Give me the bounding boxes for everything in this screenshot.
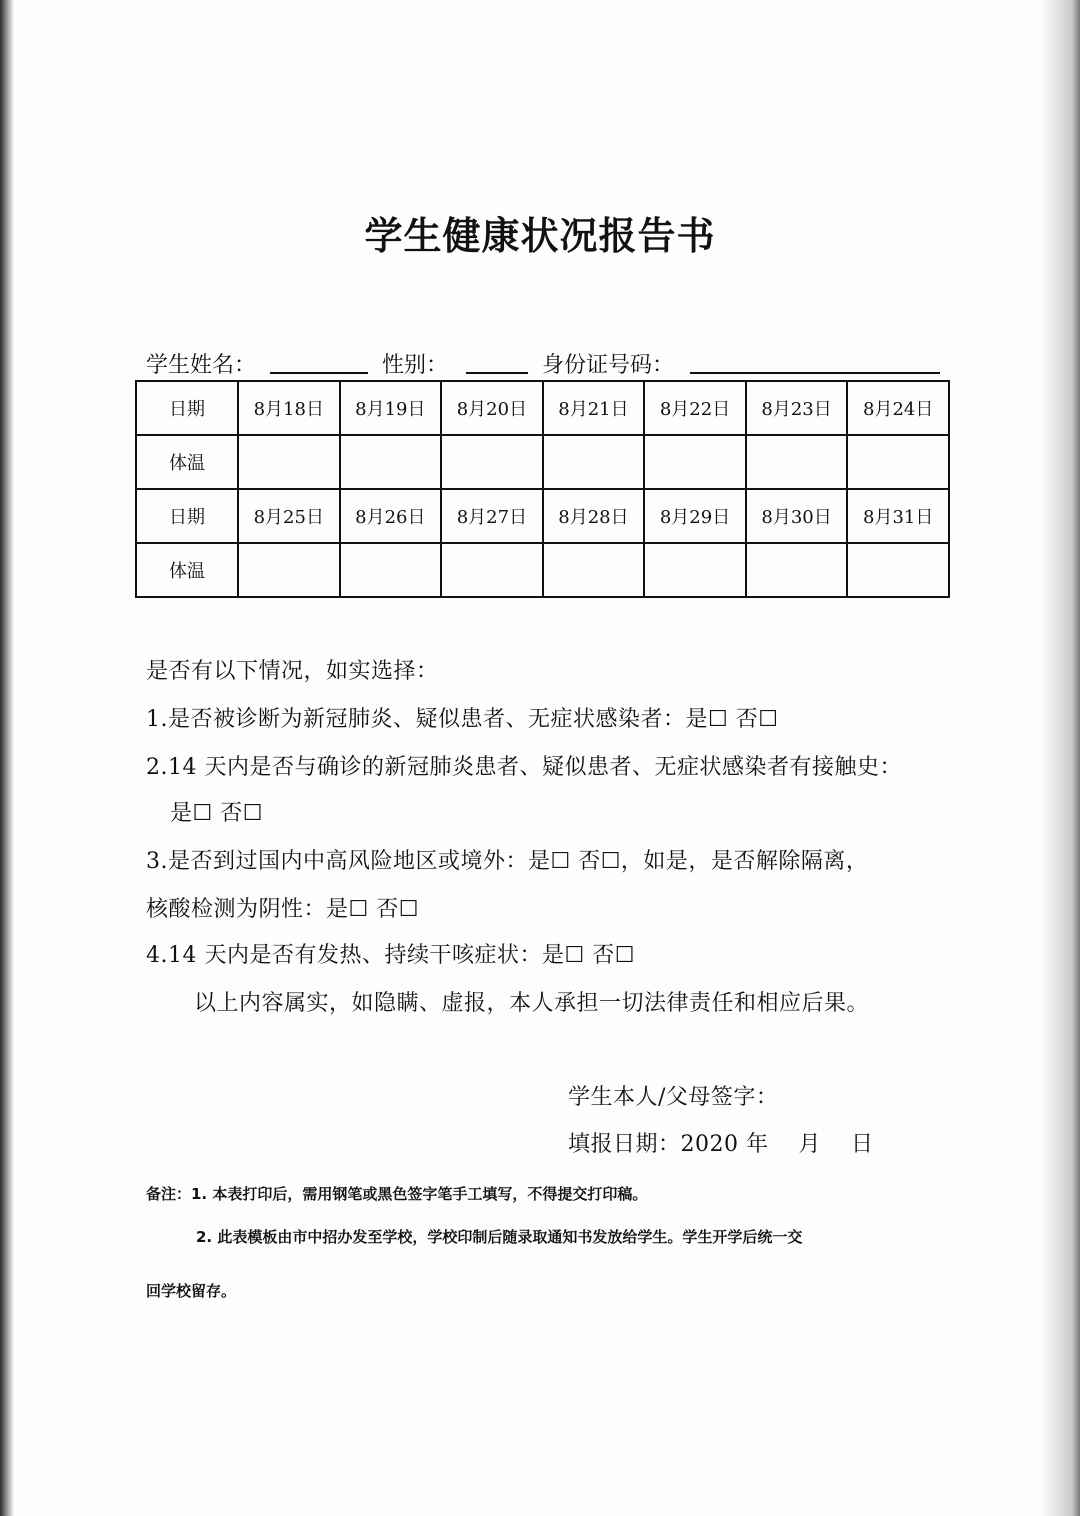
document-title: 学生健康状况报告书 [364, 214, 716, 258]
table-row [136, 489, 949, 543]
fill-date-label: 填报日期：2020 年 月 日 [568, 1132, 874, 1157]
table-row [136, 381, 949, 435]
id-number-blank[interactable] [690, 372, 940, 374]
date-header-cell: 日期 [136, 381, 238, 435]
gender-blank[interactable] [466, 372, 528, 374]
date-header-cell: 日期 [136, 489, 238, 543]
temperature-cell[interactable] [644, 435, 746, 489]
temperature-cell[interactable] [238, 435, 340, 489]
date-cell: 8月29日 [644, 489, 746, 543]
table-row [136, 543, 949, 597]
date-cell: 8月25日 [238, 489, 340, 543]
temperature-cell[interactable] [746, 435, 848, 489]
date-cell: 8月19日 [340, 381, 442, 435]
question-1: 1.是否被诊断为新冠肺炎、疑似患者、无症状感染者：是☐ 否☐ [146, 707, 779, 732]
date-cell: 8月28日 [543, 489, 645, 543]
question-2-answer: 是☐ 否☐ [170, 801, 263, 826]
temperature-cell[interactable] [543, 435, 645, 489]
temperature-cell[interactable] [543, 543, 645, 597]
temperature-cell[interactable] [340, 543, 442, 597]
date-cell: 8月30日 [746, 489, 848, 543]
date-cell: 8月26日 [340, 489, 442, 543]
note-2-continued: 回学校留存。 [146, 1282, 237, 1300]
gender-label: 性别： [382, 353, 449, 378]
temperature-header-cell: 体温 [136, 435, 238, 489]
date-cell: 8月24日 [847, 381, 949, 435]
temperature-table [135, 380, 950, 598]
questions-intro: 是否有以下情况，如实选择： [146, 659, 439, 684]
temperature-cell[interactable] [441, 543, 543, 597]
question-4: 4.14 天内是否有发热、持续干咳症状：是☐ 否☐ [146, 943, 635, 968]
signature-label: 学生本人/父母签字： [568, 1085, 779, 1110]
temperature-cell[interactable] [847, 435, 949, 489]
temperature-cell[interactable] [441, 435, 543, 489]
temperature-cell[interactable] [847, 543, 949, 597]
date-cell: 8月22日 [644, 381, 746, 435]
date-cell: 8月20日 [441, 381, 543, 435]
temperature-cell[interactable] [644, 543, 746, 597]
id-label: 身份证号码： [542, 353, 675, 378]
question-3-continued: 核酸检测为阴性：是☐ 否☐ [146, 897, 419, 922]
name-blank[interactable] [270, 372, 368, 374]
name-label: 学生姓名： [146, 353, 257, 378]
temperature-cell[interactable] [746, 543, 848, 597]
date-cell: 8月31日 [847, 489, 949, 543]
table-row [136, 435, 949, 489]
temperature-cell[interactable] [238, 543, 340, 597]
note-1: 备注：1. 本表打印后，需用钢笔或黑色签字笔手工填写，不得提交打印稿。 [146, 1185, 648, 1203]
date-cell: 8月23日 [746, 381, 848, 435]
date-cell: 8月21日 [543, 381, 645, 435]
temperature-cell[interactable] [340, 435, 442, 489]
declaration: 以上内容属实，如隐瞒、虚报，本人承担一切法律责任和相应后果。 [194, 991, 870, 1016]
date-cell: 8月27日 [441, 489, 543, 543]
date-cell: 8月18日 [238, 381, 340, 435]
question-3: 3.是否到过国内中高风险地区或境外：是☐ 否☐，如是，是否解除隔离， [146, 849, 869, 874]
note-2: 2. 此表模板由市中招办发至学校，学校印制后随录取通知书发放给学生。学生开学后统一交 [196, 1228, 803, 1246]
student-info-line [146, 344, 946, 380]
temperature-header-cell: 体温 [136, 543, 238, 597]
question-2: 2.14 天内是否与确诊的新冠肺炎患者、疑似患者、无症状感染者有接触史： [146, 755, 902, 780]
